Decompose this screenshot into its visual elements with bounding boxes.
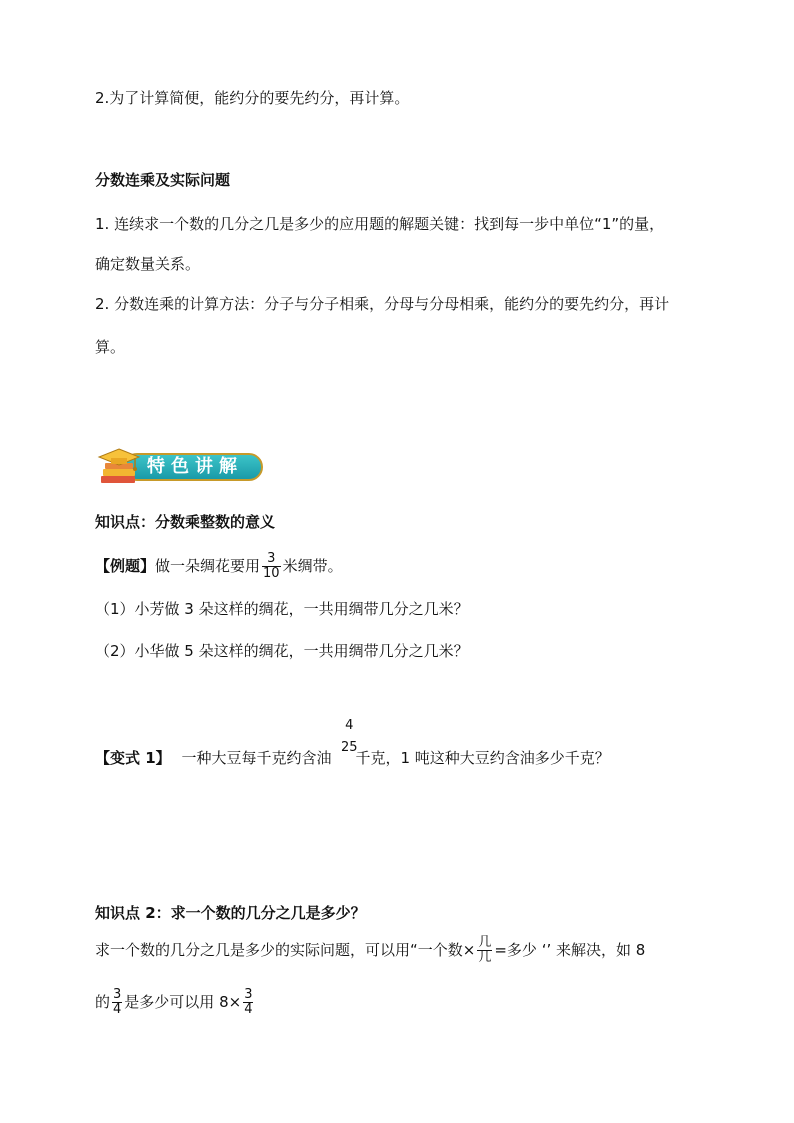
books-graduation-cap-icon — [95, 446, 143, 488]
example-fraction — [262, 552, 281, 581]
kp2-line1-pre: 求一个数的几分之几是多少的实际问题，可以用“一个数× — [95, 941, 476, 959]
kp1-title: 知识点：分数乘整数的意义 — [95, 513, 276, 531]
kp2-line1-fraction-den: 几 — [478, 950, 492, 965]
kp2-line2-fraction-1 — [112, 988, 122, 1017]
variant-pre: 一种大豆每千克约含油 — [181, 749, 332, 767]
rule-2-line-1: 2. 分数连乘的计算方法：分子与分子相乘，分母与分母相乘，能约分的要先约分，再计 — [95, 295, 670, 313]
example-line — [95, 548, 343, 584]
example-fraction-num: 3 — [267, 551, 276, 566]
kp2-line2-mid: 是多少可以用 8× — [124, 993, 242, 1011]
example-post: 米绸带。 — [282, 557, 343, 575]
kp2-line2-fraction-1-num: 3 — [113, 987, 122, 1002]
intro-rule-2: 2.为了计算简便，能约分的要先约分，再计算。 — [95, 89, 410, 107]
question-1: （1）小芳做 3 朵这样的绸花，一共用绸带几分之几米？ — [95, 600, 469, 618]
kp2-line2-fraction-1-den: 4 — [113, 1002, 122, 1017]
kp2-line-2 — [95, 982, 255, 1022]
kp2-line1-fraction-num: 几 — [478, 935, 492, 950]
kp2-line2-fraction-2-num: 3 — [244, 987, 253, 1002]
kp2-line1-post: =多少 ‘’ 来解决，如 8 — [494, 941, 646, 959]
variant-fraction-den: 25 — [341, 740, 358, 755]
example-pre: 做一朵绸花要用 — [155, 557, 261, 575]
kp2-line2-pre: 的 — [95, 993, 111, 1011]
kp2-line-1 — [95, 930, 645, 970]
variant-line — [95, 748, 610, 768]
section-title: 分数连乘及实际问题 — [95, 171, 231, 189]
kp2-title: 知识点 2：求一个数的几分之几是多少？ — [95, 904, 366, 922]
banner-label: 特色讲解 — [147, 456, 243, 477]
rule-1-line-2: 确定数量关系。 — [95, 255, 201, 273]
kp2-line2-fraction-2-den: 4 — [244, 1002, 253, 1017]
feature-banner — [95, 446, 267, 488]
variant-tag: 【变式 1】 — [95, 749, 171, 767]
kp2-line2-fraction-2 — [243, 988, 253, 1017]
rule-2-line-2: 算。 — [95, 338, 126, 356]
kp2-line1-fraction — [477, 936, 492, 965]
example-fraction-den: 10 — [263, 566, 280, 581]
example-tag: 【例题】 — [95, 557, 156, 575]
rule-1-line-1: 1. 连续求一个数的几分之几是多少的应用题的解题关键：找到每一步中单位“1”的量， — [95, 215, 665, 233]
question-2: （2）小华做 5 朵这样的绸花，一共用绸带几分之几米？ — [95, 642, 469, 660]
variant-fraction-num: 4 — [345, 718, 354, 733]
variant-post: 千克，1 吨这种大豆约含油多少千克？ — [355, 749, 610, 767]
